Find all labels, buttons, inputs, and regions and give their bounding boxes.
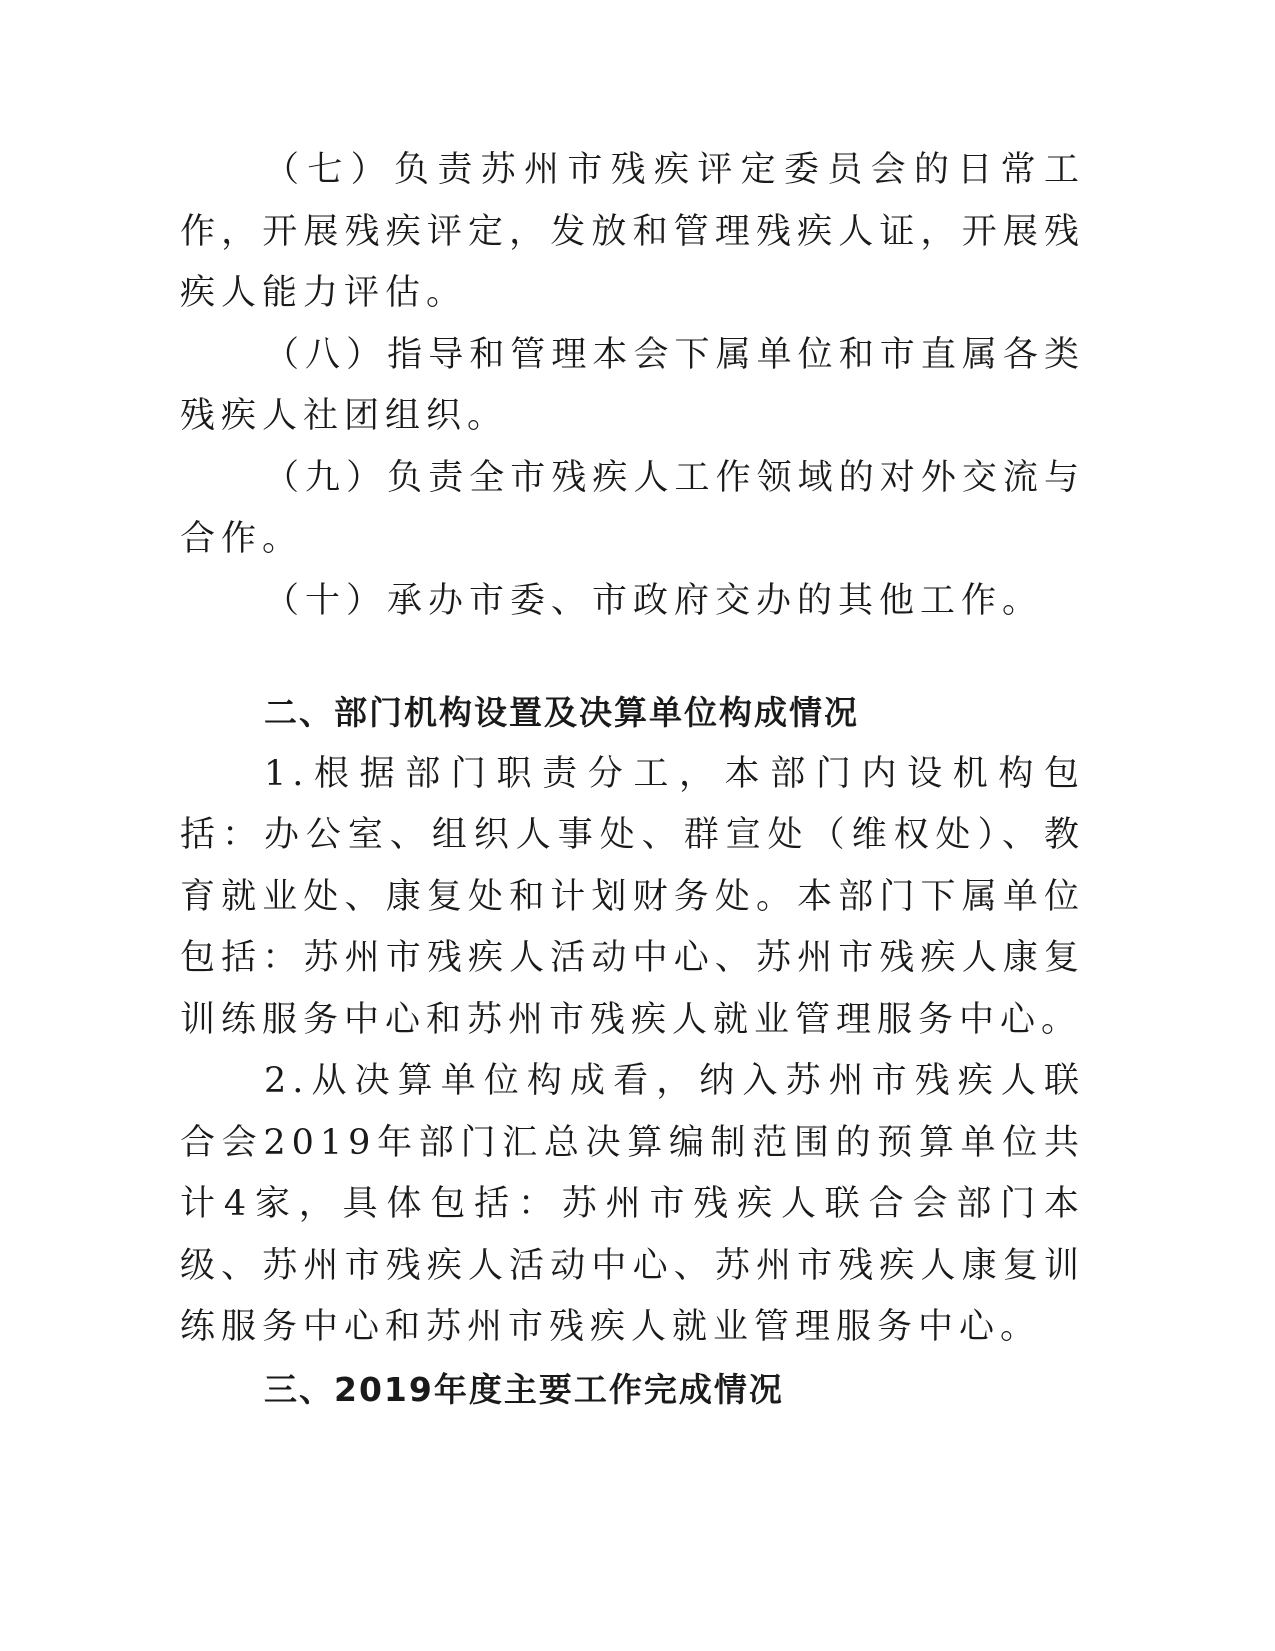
section-2-item-2: 2.从决算单位构成看，纳入苏州市残疾人联合会2019年部门汇总决算编制范围的预算单位共计4家，具体包括：苏州市残疾人联合会部门本级、苏州市残疾人活动中心、苏州市残疾人康复训练服务中心和苏州市残疾人就业管理服务中心。 bbox=[180, 1061, 1085, 1347]
duty-item-10: （十）承办市委、市政府交办的其他工作。 bbox=[264, 580, 1044, 621]
section-spacer bbox=[180, 632, 1085, 682]
section-2-heading: 二、部门机构设置及决算单位构成情况 bbox=[264, 693, 859, 732]
duty-item-8: （八）指导和管理本会下属单位和市直属各类残疾人社团组织。 bbox=[180, 334, 1085, 436]
section-2-item-1: 1.根据部门职责分工，本部门内设机构包括：办公室、组织人事处、群宣处（维权处）、教育就业处、康复处和计划财务处。本部门下属单位包括：苏州市残疾人活动中心、苏州市残疾人康复训练服务中心和苏州市残疾人就业管理服务中心。 bbox=[180, 753, 1085, 1040]
duty-item-7: （七）负责苏州市残疾评定委员会的日常工作，开展残疾评定，发放和管理残疾人证，开展残疾人能力评估。 bbox=[180, 150, 1085, 313]
document-page bbox=[180, 140, 1085, 1420]
duty-item-9: （九）负责全市残疾人工作领域的对外交流与合作。 bbox=[180, 457, 1085, 559]
section-3-heading: 三、2019年度主要工作完成情况 bbox=[264, 1369, 784, 1409]
